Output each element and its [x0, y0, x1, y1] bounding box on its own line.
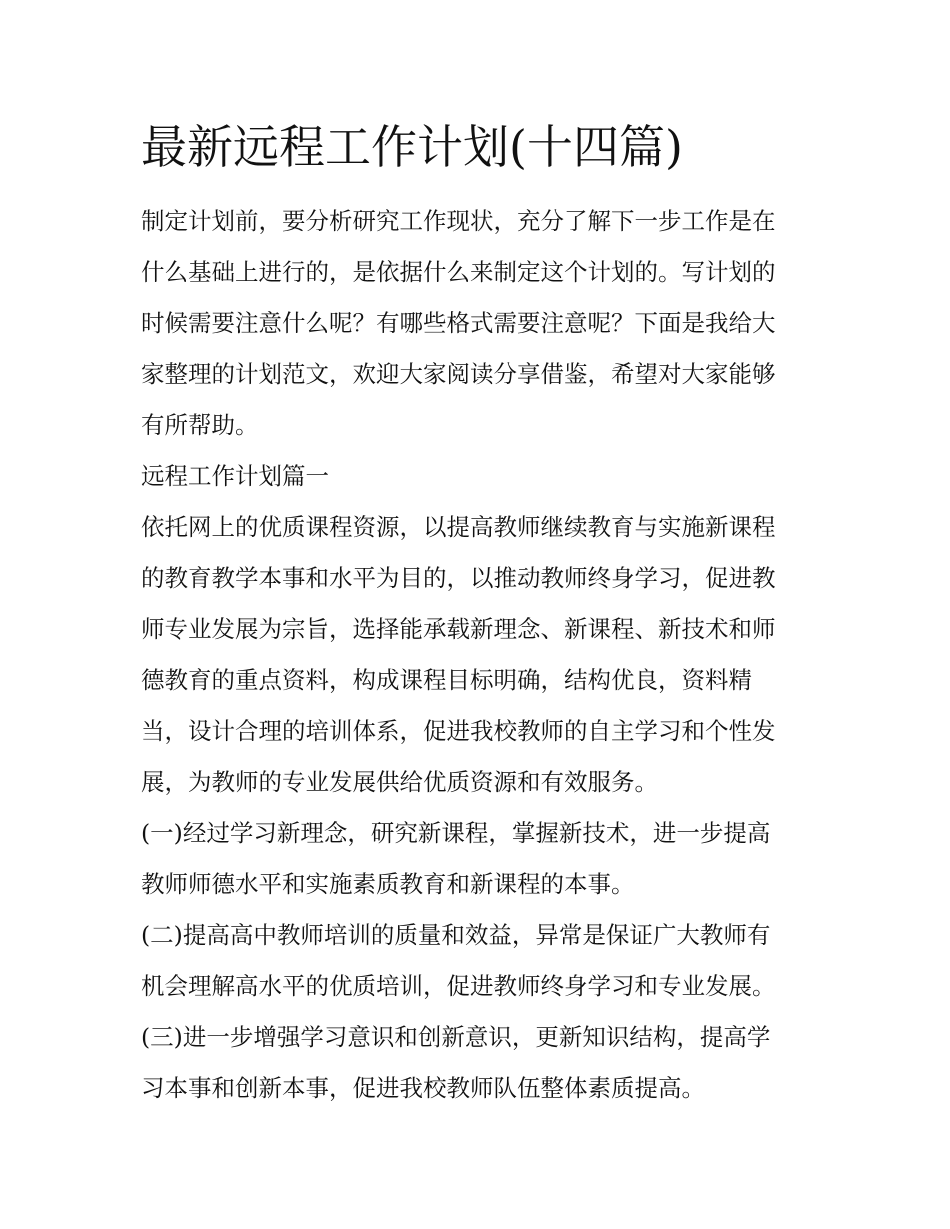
- goal-item-3: (三)进一步增强学习意识和创新意识，更新知识结构，提高学 习本事和创新本事，促进我校教师队伍整体素质提高。: [141, 1023, 771, 1102]
- document-body: [141, 112, 821, 1114]
- body-paragraph: 依托网上的优质课程资源，以提高教师继续教育与实施新课程 的教育教学本事和水平为目的，以推动教师终身学习，促进教 师专业发展为宗旨，选择能承载新理念、新课程、新技术和师 德教育的重点资料，构成课程目标明确，结构优良，资料精 当，设计合理的培训体系，促进我校教师的自主学习和个性发 展，为教师的专业发展供给优质资源和有效服务。: [141, 513, 776, 796]
- section-heading: 远程工作计划篇一: [141, 462, 329, 490]
- intro-paragraph: 制定计划前，要分析研究工作现状，充分了解下一步工作是在 什么基础上进行的，是依据什么来制定这个计划的。写计划的 时候需要注意什么呢？有哪些格式需要注意呢？下面是我给大 家整理的计划范文，欢迎大家阅读分享借鉴，希望对大家能够 有所帮助。: [141, 207, 776, 439]
- document-title: 最新远程工作计划(十四篇): [141, 120, 683, 174]
- goal-item-1: (一)经过学习新理念，研究新课程，掌握新技术，进一步提高 教师师德水平和实施素质教育和新课程的本事。: [141, 819, 771, 898]
- goal-item-2: (二)提高高中教师培训的质量和效益，异常是保证广大教师有 机会理解高水平的优质培训，促进教师终身学习和专业发展。: [141, 921, 776, 1000]
